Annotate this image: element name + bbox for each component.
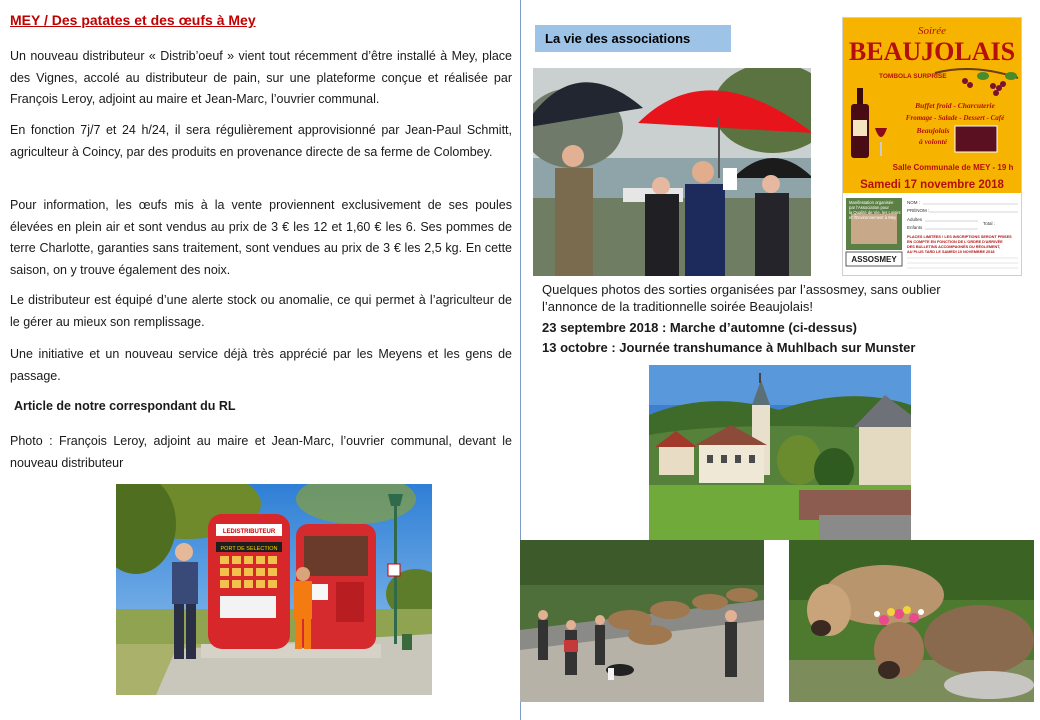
event-1: 23 septembre 2018 : Marche d’automne (ci-dessus) — [542, 320, 858, 335]
poster-logo: ASSOSMEY — [851, 255, 897, 264]
poster-tombola: TOMBOLA SURPRISE — [879, 73, 947, 80]
poster-places-2: EN COMPTE EN FONCTION DE L'ORDRE D'ARRIVÉE — [907, 240, 1003, 244]
village-photo — [649, 365, 911, 540]
photo-caption: Photo : François Leroy, adjoint au maire et Jean-Marc, l’ouvrier communal, devant le nouveau distributeur — [10, 434, 512, 470]
article-paragraph-4: Le distributeur est équipé d’une alerte stock ou anomalie, ce qui permet à l’agriculteur de le gérer au mieux son remplissage. — [10, 293, 512, 329]
poster-places-1: PLACES LIMITÉES ! LES INSCRIPTIONS SERONT PRISES — [907, 235, 1012, 239]
poster-org-1: Manifestation organisée — [849, 200, 894, 205]
poster-form-prenom: PRÉNOM : — [907, 208, 930, 213]
article-paragraph-2: En fonction 7j/7 et 24 h/24, il sera régulièrement approvisionné par Jean-Paul Schmitt, agriculteur à Coincy, par des produits en provenance directe de sa ferme de Colombey. — [10, 123, 512, 159]
machine-panel-label: PORT DE SELECTION — [220, 546, 278, 552]
article-title: MEY / Des patates et des œufs à Mey — [10, 12, 256, 28]
poster-title: BEAUJOLAIS — [848, 37, 1016, 66]
poster-menu-2: Fromage - Salade - Dessert - Café — [905, 114, 1005, 122]
poster-form-total: Total : — [983, 221, 996, 226]
poster-place: Salle Communale de MEY - 19 h — [892, 163, 1014, 172]
decorated-cows-photo — [789, 540, 1034, 702]
poster-org-3: la Qualité de Vie, les Loisirs — [849, 210, 901, 215]
correspondent-credit: Article de notre correspondant du RL — [14, 399, 236, 413]
article-paragraph-3: Pour information, les œufs mis à la vente proviennent exclusivement de ses poules élevées en plein air et sont vendus au prix de 3 € les 12 et 1,60 € les 6. Ses pommes de terre Charlotte, garanties sans traitement, sont vendues au prix de 3 € les 2,5 kg. En cette saison, on y trouve également des noix. — [10, 198, 512, 277]
section-header — [535, 25, 731, 52]
machine-sign: LEDISTRIBUTEUR — [222, 529, 276, 535]
beaujolais-poster — [842, 17, 1022, 276]
poster-places-4: AU PLUS TARD LE SAMEDI 10 NOVEMBRE 2018 — [907, 250, 995, 254]
poster-date: Samedi 17 novembre 2018 — [860, 179, 1004, 191]
poster-form-nom: NOM : — [907, 200, 920, 205]
poster-places-3: DES BULLETINS ACCOMPAGNÉS DU RÈGLEMENT, — [907, 245, 1001, 249]
poster-menu-4: à volonté — [918, 137, 948, 146]
poster-menu-3: Beaujolais — [916, 126, 950, 135]
article-paragraph-1: Un nouveau distributeur « Distrib’oeuf » vient tout récemment d’être installé à Mey, place des Vignes, accolé au distributeur de pain, sur une plateforme conçue et réalisée par François Leroy, adjoint au maire et Jean-Marc, l’ouvrier communal. — [10, 49, 512, 106]
event-2: 13 octobre : Journée transhumance à Muhlbach sur Munster — [542, 340, 916, 355]
poster-soiree: Soirée — [917, 25, 947, 37]
poster-form-enfants: Enfants — [907, 225, 923, 230]
transhumance-procession-photo — [520, 540, 764, 702]
section-title: La vie des associations — [545, 31, 691, 46]
distributor-photo — [116, 484, 432, 695]
associations-intro: Quelques photos des sorties organisées par l’assosmey, sans oublier l’annonce de la traditionnelle soirée Beaujolais! — [542, 282, 941, 314]
poster-org-4: et l'Environnement à Mey — [849, 215, 897, 220]
article-paragraph-5: Une initiative et un nouveau service déjà très apprécié par les Meyens et les gens de passage. — [10, 347, 512, 383]
poster-menu-1: Buffet froid - Charcuterie — [915, 101, 995, 110]
poster-org-2: par l'Association pour — [849, 205, 889, 210]
poster-form-adultes: Adultes — [907, 217, 923, 222]
autumn-walk-photo — [533, 68, 811, 276]
